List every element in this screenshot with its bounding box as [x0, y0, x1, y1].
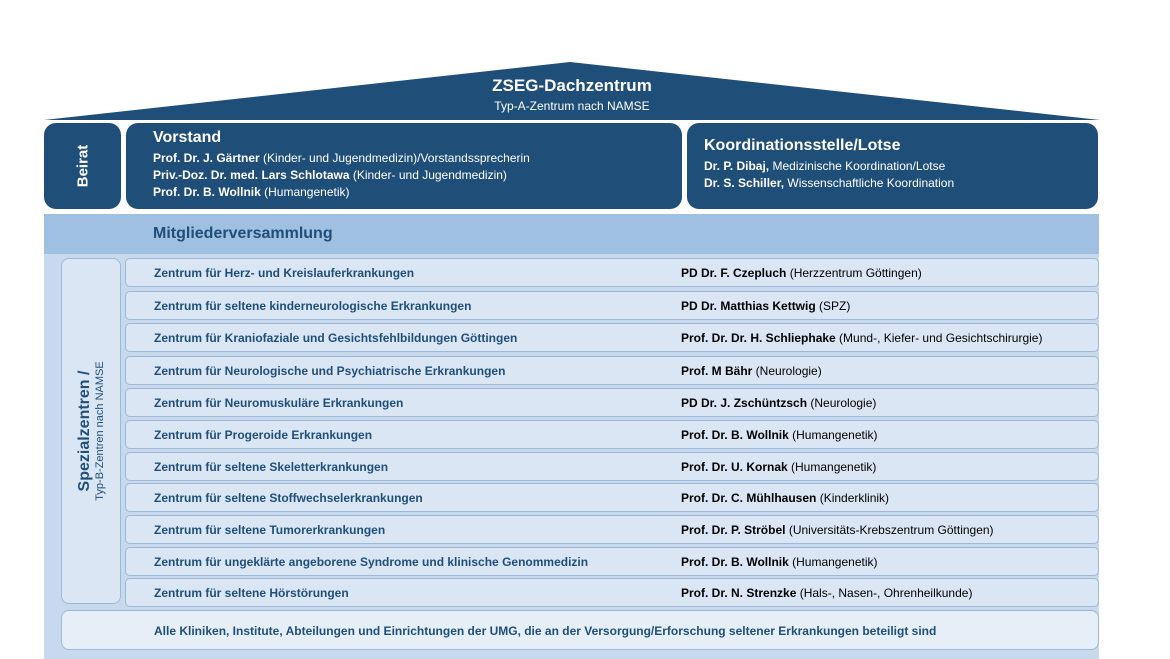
center-lead: Prof. Dr. C. Mühlhausen (Kinderklinik): [681, 491, 890, 505]
spezialzentren-subtitle: Typ-B-Zentren nach NAMSE: [94, 361, 106, 501]
center-row: [125, 515, 1099, 544]
center-lead: Prof. Dr. P. Ströbel (Universitäts-Krebszentrum Göttingen): [681, 523, 994, 537]
center-name: Zentrum für seltene Tumorerkrankungen: [154, 523, 386, 537]
roof-subtitle: Typ-A-Zentrum nach NAMSE: [494, 99, 650, 113]
mitgliederversammlung-bar: [44, 214, 1099, 254]
koordinationsstelle-title: Koordinationsstelle/Lotse: [704, 137, 901, 154]
koordination-member: Dr. P. Dibaj, Medizinische Koordination/Lotse: [704, 159, 946, 173]
center-name: Zentrum für ungeklärte angeborene Syndrome und klinische Genommedizin: [154, 555, 589, 569]
center-lead: PD Dr. F. Czepluch (Herzzentrum Göttingen): [681, 266, 922, 280]
center-name: Zentrum für Neuromuskuläre Erkrankungen: [154, 396, 404, 410]
center-row: [125, 420, 1099, 449]
center-row: [125, 258, 1099, 287]
center-name: Zentrum für seltene Skeletterkrankungen: [154, 460, 389, 474]
center-lead: Prof. Dr. U. Kornak (Humangenetik): [681, 460, 877, 474]
center-name: Zentrum für Herz- und Kreislauferkrankungen: [154, 266, 415, 280]
center-row: [125, 291, 1099, 320]
center-name: Zentrum für Progeroide Erkrankungen: [154, 428, 373, 442]
center-name: Zentrum für seltene Stoffwechselerkrankungen: [154, 491, 423, 505]
center-row: [125, 388, 1099, 417]
koordinationsstelle-box: [687, 123, 1098, 209]
center-lead: Prof. Dr. N. Strenzke (Hals-, Nasen-, Ohrenheilkunde): [681, 586, 973, 600]
spezialzentren-box: [61, 258, 121, 604]
vorstand-title: Vorstand: [153, 129, 222, 146]
spezialzentren-title: Spezialzentren /: [76, 370, 93, 492]
vorstand-member: Prof. Dr. B. Wollnik (Humangenetik): [153, 185, 350, 199]
center-name: Zentrum für Kraniofaziale und Gesichtsfehlbildungen Göttingen: [154, 331, 518, 345]
beirat-label: Beirat: [74, 144, 91, 188]
center-row: [125, 323, 1099, 352]
all-institutions-label: Alle Kliniken, Institute, Abteilungen und Einrichtungen der UMG, die an der Versorgung/Erforschung seltener Erkrankungen beteiligt sind: [154, 624, 937, 638]
koordination-member: Dr. S. Schiller, Wissenschaftliche Koordination: [704, 176, 955, 190]
mitgliederversammlung-label: Mitgliederversammlung: [153, 225, 333, 242]
center-row: [125, 452, 1099, 481]
center-name: Zentrum für seltene Hörstörungen: [154, 586, 349, 600]
center-row: [125, 356, 1099, 385]
center-name: Zentrum für seltene kinderneurologische Erkrankungen: [154, 299, 472, 313]
center-name: Zentrum für Neurologische und Psychiatrische Erkrankungen: [154, 364, 506, 378]
center-lead: Prof. Dr. B. Wollnik (Humangenetik): [681, 428, 878, 442]
center-lead: PD Dr. J. Zschüntzsch (Neurologie): [681, 396, 877, 410]
center-row: [125, 547, 1099, 576]
center-lead: Prof. M Bähr (Neurologie): [681, 364, 822, 378]
center-lead: PD Dr. Matthias Kettwig (SPZ): [681, 299, 851, 313]
vorstand-member: Priv.-Doz. Dr. med. Lars Schlotawa (Kinder- und Jugendmedizin): [153, 168, 507, 182]
center-lead: Prof. Dr. Dr. H. Schliephake (Mund-, Kiefer- und Gesichtschirurgie): [681, 331, 1043, 345]
spezialzentren-label: [76, 361, 106, 500]
all-institutions-bar: [61, 610, 1099, 650]
center-row: [125, 483, 1099, 512]
vorstand-box: [126, 123, 682, 209]
vorstand-member: Prof. Dr. J. Gärtner (Kinder- und Jugendmedizin)/Vorstandssprecherin: [153, 151, 530, 165]
beirat-box: [44, 123, 121, 209]
center-lead: Prof. Dr. B. Wollnik (Humangenetik): [681, 555, 878, 569]
roof-title: ZSEG-Dachzentrum: [492, 76, 652, 95]
center-row: [125, 578, 1099, 607]
